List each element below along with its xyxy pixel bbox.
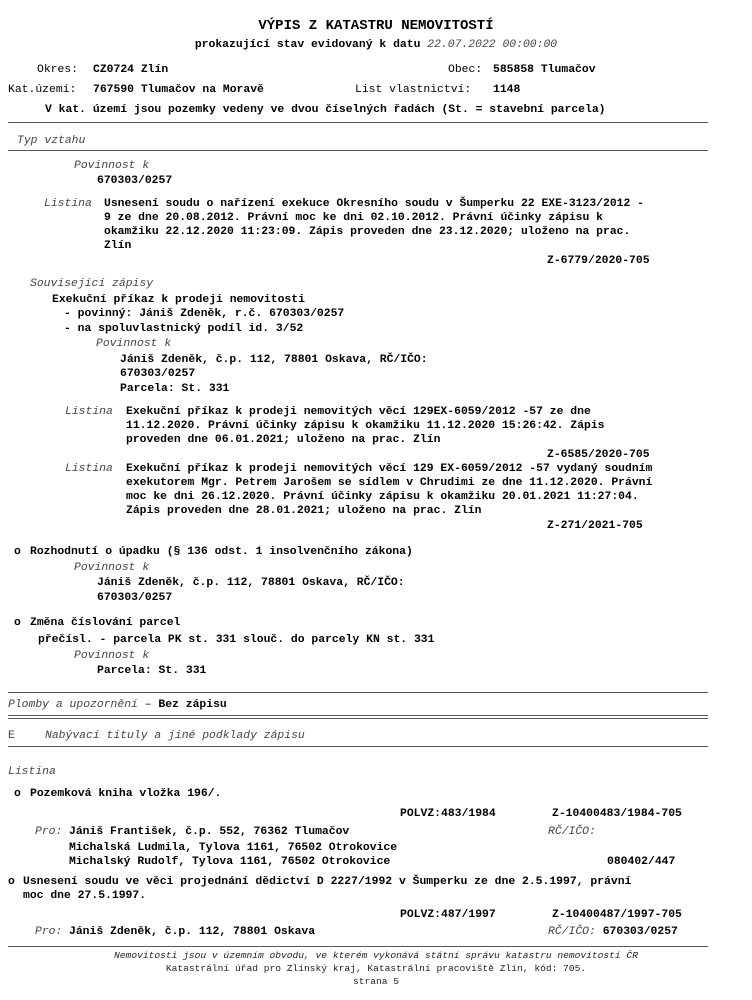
- rc-label: RČ/IČO:: [548, 926, 596, 938]
- listina-heading: Listina: [8, 766, 56, 778]
- listina-label: Listina: [44, 198, 92, 210]
- povinnost-line: 670303/0257: [97, 592, 173, 604]
- bullet: o: [14, 617, 21, 629]
- rc-label: RČ/IČO:: [548, 826, 596, 838]
- plomby-value: Bez zápisu: [158, 699, 227, 711]
- povinnost-label: Povinnost k: [96, 338, 172, 350]
- listina-line: proveden dne 06.01.2021; uloženo na prac. Zlín: [126, 434, 441, 446]
- header-note: V kat. území jsou pozemky vedeny ve dvou číselných řadách (St. = stavební parcela): [45, 104, 606, 116]
- polvz: POLVZ:487/1997: [400, 909, 496, 921]
- listina-line: Usnesení soudu o nařízení exekuce Okresního soudu v Šumperku 22 EXE-3123/2012 -: [104, 198, 645, 210]
- document-title: VÝPIS Z KATASTRU NEMOVITOSTÍ: [258, 18, 494, 34]
- listina-ref: Z-6585/2020-705: [547, 449, 650, 461]
- listina-line: okamžiku 22.12.2020 11:23:09. Zápis proveden dne 23.12.2020; uloženo na prac.: [104, 226, 631, 238]
- listina-label: Listina: [65, 406, 113, 418]
- plomby-dash: –: [144, 699, 152, 711]
- souvisejici-line: - na spoluvlastnický podíl id. 3/52: [64, 323, 304, 335]
- divider: [8, 718, 708, 719]
- divider: [8, 715, 708, 716]
- divider: [8, 122, 708, 123]
- person: Michalský Rudolf, Tylova 1161, 76502 Otrokovice: [69, 856, 391, 868]
- lv-label: List vlastnictví:: [355, 84, 472, 96]
- listina-ref: Z-271/2021-705: [547, 520, 643, 532]
- subtitle-prefix: prokazující stav evidovaný k datu: [194, 39, 421, 51]
- listina-line: moc ke dni 26.12.2020. Právní účinky zápisu k okamžiku 20.01.2021 11:27:04.: [126, 491, 639, 503]
- person: Michalská Ludmila, Tylova 1161, 76502 Otrokovice: [69, 842, 398, 854]
- katuzemi-label: Kat.území:: [8, 84, 77, 96]
- listina-label: Listina: [65, 463, 113, 475]
- pozemkova-title: Pozemková kniha vložka 196/.: [30, 788, 222, 800]
- divider: [8, 692, 708, 693]
- listina-line: 11.12.2020. Právní účinky zápisu k okamžiku 11.12.2020 15:26:42. Zápis: [126, 420, 605, 432]
- zapis-ref: Z-10400483/1984-705: [552, 808, 682, 820]
- okres-label: Okres:: [37, 64, 79, 76]
- subtitle: [0, 38, 752, 53]
- footer-line1: Nemovitosti jsou v územním obvodu, ve kterém vykonává státní správu katastru nemovitostí ČR: [114, 950, 638, 961]
- listina-line: Exekuční příkaz k prodeji nemovitých věcí 129EX-6059/2012 -57 ze dne: [126, 406, 591, 418]
- souvisejici-line: - povinný: Jániš Zdeněk, r.č. 670303/0257: [64, 308, 345, 320]
- divider: [8, 746, 708, 747]
- povinnost-label: Povinnost k: [74, 650, 150, 662]
- katuzemi-value: 767590 Tlumačov na Moravě: [93, 84, 264, 96]
- povinnost-line: Jániš Zdeněk, č.p. 112, 78801 Oskava, RČ/IČO:: [97, 577, 405, 589]
- rc-value: 670303/0257: [602, 926, 678, 938]
- listina-line: 9 ze dne 20.08.2012. Právní moc ke dni 02.10.2012. Právní účinky zápisu k: [104, 212, 603, 224]
- zmena-line: přečísl. - parcela PK st. 331 slouč. do parcely KN st. 331: [38, 634, 435, 646]
- listina-ref: Z-6779/2020-705: [547, 255, 650, 267]
- footer-line2: Katastrální úřad pro Zlínský kraj, Katastrální pracoviště Zlín, kód: 705.: [165, 963, 587, 974]
- listina-line: Zlín: [104, 240, 132, 252]
- plomby-row: [8, 698, 227, 713]
- divider: [8, 150, 708, 151]
- povinnost-value: 670303/0257: [97, 175, 173, 187]
- pro-label: Pro:: [35, 826, 63, 838]
- povinnost-line: 670303/0257: [120, 368, 196, 380]
- subtitle-date: 22.07.2022 00:00:00: [427, 39, 558, 51]
- lv-value: 1148: [493, 84, 521, 96]
- plomby-label: Plomby a upozornění: [8, 699, 138, 711]
- obec-label: Obec:: [448, 64, 483, 76]
- bullet: o: [14, 546, 21, 558]
- typ-vztahu-heading: Typ vztahu: [17, 135, 86, 147]
- rc-row: [548, 925, 678, 940]
- rc-value: 080402/447: [607, 856, 676, 868]
- listina-line: Zápis proveden dne 28.01.2021; uloženo na prac. Zlín: [126, 505, 482, 517]
- listina-line: Exekuční příkaz k prodeji nemovitých věcí 129 EX-6059/2012 -57 vydaný soudním: [126, 463, 653, 475]
- page-number: strana 5: [352, 976, 400, 987]
- souvisejici-heading: Související zápisy: [30, 278, 154, 290]
- section-e-heading: Nabývací tituly a jiné podklady zápisu: [45, 730, 305, 742]
- povinnost-label: Povinnost k: [74, 160, 150, 172]
- rozhodnuti-title-suffix: (§ 136 odst. 1 insolvenčního zákona): [166, 546, 413, 558]
- souvisejici-title: Exekuční příkaz k prodeji nemovitosti: [52, 294, 305, 306]
- person: Jániš Zdeněk, č.p. 112, 78801 Oskava: [69, 926, 316, 938]
- polvz: POLVZ:483/1984: [400, 808, 496, 820]
- usneseni-line: Usnesení soudu ve věci projednání dědictví D 2227/1992 v Šumperku ze dne 2.5.1997, právní: [23, 876, 632, 888]
- zapis-ref: Z-10400487/1997-705: [552, 909, 682, 921]
- rozhodnuti-title: [30, 545, 413, 560]
- section-e-letter: E: [8, 730, 15, 742]
- zmena-title: Změna číslování parcel: [30, 617, 181, 629]
- povinnost-label: Povinnost k: [74, 562, 150, 574]
- listina-line: exekutorem Mgr. Petrem Jarošem se sídlem v Chrudimi ze dne 11.12.2020. Právní: [126, 477, 653, 489]
- rozhodnuti-title-main: Rozhodnutí o úpadku: [30, 546, 160, 558]
- divider: [8, 946, 708, 947]
- person: Jániš František, č.p. 552, 76362 Tlumačov: [69, 826, 350, 838]
- bullet: o: [14, 788, 21, 800]
- povinnost-line: Jániš Zdeněk, č.p. 112, 78801 Oskava, RČ/IČO:: [120, 354, 428, 366]
- povinnost-value: Parcela: St. 331: [97, 665, 207, 677]
- obec-value: 585858 Tlumačov: [493, 64, 596, 76]
- pro-label: Pro:: [35, 926, 63, 938]
- povinnost-line: Parcela: St. 331: [120, 383, 230, 395]
- okres-value: CZ0724 Zlín: [93, 64, 169, 76]
- bullet: o: [8, 876, 15, 888]
- usneseni-line: moc dne 27.5.1997.: [23, 890, 147, 902]
